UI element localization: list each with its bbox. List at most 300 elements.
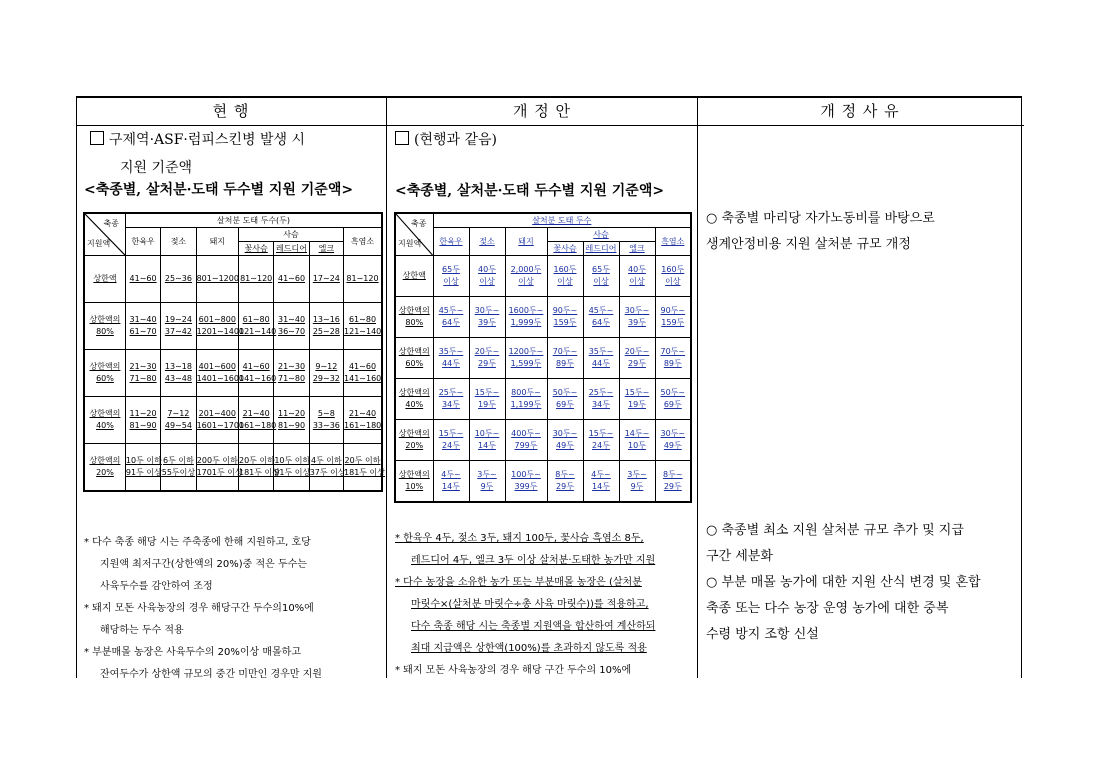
cell-text: 15두~ bbox=[474, 388, 500, 397]
cell-text: 41∼60 bbox=[348, 362, 377, 371]
table-cell bbox=[309, 256, 343, 303]
table-row bbox=[395, 256, 691, 297]
cell-text: 34두 bbox=[592, 400, 610, 409]
cell-text: 64두 bbox=[592, 318, 610, 327]
text-line: * 한육우 4두, 젖소 3두, 돼지 100두, 꽃사슴 흑염소 8두, bbox=[395, 533, 644, 544]
cell-text: 14두~ bbox=[624, 429, 650, 438]
table-cell bbox=[505, 297, 547, 338]
corner-cell bbox=[395, 213, 433, 256]
cell-text: 121∼140 bbox=[344, 327, 382, 336]
cell-text: 89두 bbox=[556, 359, 574, 368]
cell-text: 39두 bbox=[478, 318, 496, 327]
table-cell bbox=[469, 420, 505, 461]
table-cell bbox=[469, 338, 505, 379]
cell-text: 401∼600 bbox=[198, 362, 236, 371]
cell-text: 20두~ bbox=[624, 347, 650, 356]
cell-text: 20두 이하 bbox=[239, 456, 275, 465]
cell-text: 이상 bbox=[593, 277, 609, 286]
text-line: 구간 세분화 bbox=[706, 549, 773, 564]
cell-text: 81∼90 bbox=[129, 421, 157, 430]
cell-text: 159두 bbox=[553, 318, 577, 327]
table-cell bbox=[344, 256, 382, 303]
cell-text: 한육우 bbox=[439, 237, 463, 246]
text-line: * 부분매몰 농장은 사육두수의 20%이상 매몰하고 bbox=[84, 647, 301, 658]
cell-text: 6두 이하 bbox=[163, 456, 194, 465]
cell-text: 160두 bbox=[553, 265, 577, 274]
table-cell bbox=[161, 444, 196, 492]
cell-text: 2,000두 bbox=[510, 265, 542, 274]
cell-text: 11∼20 bbox=[129, 409, 157, 418]
table-cell bbox=[161, 256, 196, 303]
cell-text: 71∼80 bbox=[277, 374, 306, 383]
table-cell bbox=[309, 350, 343, 397]
table-cell bbox=[619, 338, 655, 379]
cell-text: 축종 bbox=[103, 219, 119, 228]
cell-text: 15두~ bbox=[588, 429, 614, 438]
cell-text: 24두 bbox=[592, 441, 610, 450]
table-cell bbox=[619, 256, 655, 297]
current-item bbox=[90, 128, 305, 153]
cell-text: 사슴 bbox=[593, 230, 609, 239]
cell-text: 상한액의 bbox=[398, 429, 430, 438]
cell-text: 37두 이상 bbox=[309, 468, 346, 477]
column-header bbox=[274, 242, 309, 256]
table-cell bbox=[125, 350, 160, 397]
table-row bbox=[84, 350, 382, 397]
table-cell bbox=[547, 420, 583, 461]
row-label bbox=[395, 420, 433, 461]
cell-text: 29두 bbox=[663, 482, 682, 491]
table-cell bbox=[274, 256, 309, 303]
table-header-row bbox=[395, 213, 691, 228]
cell-text: 800두~ bbox=[511, 388, 541, 397]
table-cell bbox=[196, 444, 243, 492]
cell-text: 10두 이하 bbox=[125, 456, 162, 465]
cell-text: 40두 bbox=[628, 265, 646, 274]
cell-text: 141∼160 bbox=[344, 374, 382, 383]
column-header bbox=[547, 242, 583, 256]
table-cell bbox=[619, 297, 655, 338]
cell-text: 지원액 bbox=[87, 239, 111, 248]
cell-text: 601∼800 bbox=[198, 315, 236, 324]
cell-text: 89두 bbox=[663, 359, 682, 368]
table-cell bbox=[583, 420, 619, 461]
text-line: ○ 축종별 마리당 자가노동비를 바탕으로 bbox=[706, 211, 935, 226]
column-header bbox=[433, 228, 469, 256]
cell-text: 14두 bbox=[592, 482, 610, 491]
cell-text: 상한액의 bbox=[398, 388, 430, 397]
text-line: 레드디어 4두, 엘크 3두 이상 살처분·도태한 농가만 지원 bbox=[411, 555, 656, 566]
cell-text: 25두~ bbox=[588, 388, 614, 397]
table-cell bbox=[547, 461, 583, 503]
table-cell bbox=[505, 256, 547, 297]
cell-text: 꽃사슴 bbox=[244, 244, 268, 253]
column-header bbox=[655, 228, 691, 256]
cell-text: 17∼24 bbox=[312, 274, 340, 283]
cell-text: 25두~ bbox=[438, 388, 464, 397]
table-cell bbox=[547, 338, 583, 379]
cell-text: 20% bbox=[96, 468, 114, 477]
cell-text: 21∼30 bbox=[277, 362, 306, 371]
table-cell bbox=[547, 256, 583, 297]
cell-text: 80% bbox=[96, 327, 114, 336]
table-row bbox=[395, 420, 691, 461]
cell-text: 35두~ bbox=[588, 347, 614, 356]
cell-text: 4두~ bbox=[441, 470, 461, 479]
cell-text: 41∼60 bbox=[242, 362, 270, 371]
cell-text: 13∼18 bbox=[164, 362, 192, 371]
text-line: 다수 축종 해당 시는 축종별 지원액을 합산하여 계산하되 bbox=[411, 621, 656, 632]
cell-text: 41∼60 bbox=[129, 274, 157, 283]
cell-text: 71∼80 bbox=[129, 374, 157, 383]
cell-text: 9두 bbox=[480, 482, 494, 491]
table-cell bbox=[161, 350, 196, 397]
column-header bbox=[505, 228, 547, 256]
cell-text: 21∼30 bbox=[129, 362, 157, 371]
cell-text: 축종 bbox=[411, 219, 427, 228]
cell-text: 121∼140 bbox=[239, 327, 277, 336]
revised-item-text: (현행과 같음) bbox=[414, 132, 497, 148]
table-cell bbox=[619, 461, 655, 503]
table-row bbox=[84, 303, 382, 350]
cell-text: 33∼36 bbox=[312, 421, 340, 430]
revision-comparison-table bbox=[76, 96, 1024, 678]
table-cell bbox=[309, 444, 346, 492]
table-cell bbox=[469, 297, 505, 338]
cell-text: 43∼48 bbox=[164, 374, 192, 383]
cell-text: 200두 이하 bbox=[196, 456, 238, 465]
row-label bbox=[395, 379, 433, 420]
cell-text: 44두 bbox=[592, 359, 610, 368]
cell-text: 19두 bbox=[478, 400, 496, 409]
text-line: * 다수 축종 해당 시는 주축종에 한해 지원하고, 호당 bbox=[84, 537, 311, 548]
cell-text: 이상 bbox=[443, 277, 459, 286]
cell-text: 젖소 bbox=[170, 237, 187, 246]
table-cell bbox=[125, 444, 160, 492]
cell-text: 3두~ bbox=[477, 470, 497, 479]
cell-text: 10두~ bbox=[474, 429, 500, 438]
table-row bbox=[84, 397, 382, 444]
cell-text: 65두 bbox=[592, 265, 610, 274]
group-header bbox=[433, 213, 691, 228]
table-cell bbox=[547, 297, 583, 338]
cell-text: 지원액 bbox=[398, 239, 422, 248]
cell-text: 4두~ bbox=[591, 470, 611, 479]
cell-text: 레드디어 bbox=[585, 244, 617, 253]
cell-text: 상한액의 bbox=[398, 347, 430, 356]
cell-text: 799두 bbox=[514, 441, 538, 450]
cell-text: 19∼24 bbox=[164, 315, 192, 324]
cell-text: 상한액의 bbox=[398, 306, 430, 315]
table-cell bbox=[505, 420, 547, 461]
cell-text: 34두 bbox=[442, 400, 460, 409]
current-subtitle: <축종별, 살처분·도태 두수별 지원 기준액> bbox=[84, 182, 354, 198]
current-column bbox=[76, 126, 386, 678]
cell-text: 흑염소 bbox=[661, 237, 685, 246]
cell-text: 64두 bbox=[442, 318, 460, 327]
cell-text: 30두~ bbox=[474, 306, 500, 315]
table-cell bbox=[583, 379, 619, 420]
table-cell bbox=[505, 338, 547, 379]
deer-header bbox=[239, 228, 344, 242]
cell-text: 20% bbox=[405, 441, 424, 450]
cell-text: 100두~ bbox=[511, 470, 541, 479]
cell-text: 살처분 도태 두수 bbox=[532, 216, 592, 225]
cell-text: 160두 bbox=[661, 265, 685, 274]
cell-text: 1,599두 bbox=[510, 359, 542, 368]
cell-text: 13∼16 bbox=[312, 315, 340, 324]
cell-text: 25∼36 bbox=[164, 274, 192, 283]
cell-text: 161∼180 bbox=[239, 421, 277, 430]
group-header bbox=[125, 213, 382, 228]
cell-text: 사슴 bbox=[283, 230, 299, 239]
cell-text: 60% bbox=[96, 374, 114, 383]
table-cell bbox=[344, 397, 382, 444]
cell-text: 90두~ bbox=[660, 306, 686, 315]
table-cell bbox=[619, 420, 655, 461]
deer-header bbox=[547, 228, 655, 242]
cell-text: 15두~ bbox=[438, 429, 464, 438]
table-row bbox=[395, 461, 691, 503]
table-cell bbox=[655, 420, 691, 461]
text-line: 최대 지급액은 상한액(100%)를 초과하지 않도록 적용 bbox=[411, 643, 647, 654]
cell-text: 41∼60 bbox=[277, 274, 306, 283]
column-header bbox=[161, 228, 196, 256]
cell-text: 이상 bbox=[629, 277, 645, 286]
reason-2 bbox=[706, 518, 981, 648]
cell-text: 1600두~ bbox=[508, 306, 544, 315]
column-header bbox=[125, 228, 160, 256]
cell-text: 상한액 bbox=[402, 271, 426, 280]
cell-text: 8두~ bbox=[555, 470, 575, 479]
table-row bbox=[84, 444, 382, 492]
row-label bbox=[84, 397, 125, 444]
cell-text: 49두 bbox=[663, 441, 682, 450]
cell-text: 14두 bbox=[442, 482, 460, 491]
table-header-row bbox=[395, 228, 691, 242]
table-cell bbox=[125, 397, 160, 444]
cell-text: 399두 bbox=[514, 482, 538, 491]
cell-text: 젖소 bbox=[479, 237, 495, 246]
row-label bbox=[84, 350, 125, 397]
row-label bbox=[395, 256, 433, 297]
table-cell bbox=[239, 256, 274, 303]
table-cell bbox=[274, 350, 309, 397]
table-cell bbox=[433, 338, 469, 379]
table-cell bbox=[125, 303, 160, 350]
cell-text: 상한액 bbox=[93, 274, 117, 283]
table-cell bbox=[469, 461, 505, 503]
table-row bbox=[395, 297, 691, 338]
cell-text: 36∼70 bbox=[277, 327, 306, 336]
table-cell bbox=[469, 379, 505, 420]
table-cell bbox=[547, 379, 583, 420]
table-cell bbox=[433, 297, 469, 338]
cell-text: 한육우 bbox=[131, 237, 155, 246]
cell-text: 45두~ bbox=[588, 306, 614, 315]
revised-column bbox=[387, 126, 697, 678]
cell-text: 1,199두 bbox=[510, 400, 542, 409]
cell-text: 24두 bbox=[442, 441, 460, 450]
table-cell bbox=[583, 297, 619, 338]
cell-text: 49두 bbox=[556, 441, 574, 450]
cell-text: 80% bbox=[405, 318, 424, 327]
text-line: ○ 축종별 최소 지원 살처분 규모 추가 및 지급 bbox=[706, 523, 964, 538]
table-cell bbox=[125, 256, 160, 303]
cell-text: 161∼180 bbox=[344, 421, 382, 430]
cell-text: 꽃사슴 bbox=[553, 244, 577, 253]
cell-text: 61∼80 bbox=[348, 315, 377, 324]
cell-text: 29두 bbox=[478, 359, 496, 368]
cell-text: 9두 bbox=[630, 482, 644, 491]
table-cell bbox=[433, 379, 469, 420]
table-cell bbox=[309, 303, 343, 350]
cell-text: 이상 bbox=[665, 277, 681, 286]
table-row bbox=[395, 379, 691, 420]
current-table bbox=[83, 212, 386, 492]
cell-text: 1201∼1400 bbox=[196, 327, 245, 336]
cell-text: 이상 bbox=[557, 277, 573, 286]
cell-text: 돼지 bbox=[518, 237, 534, 246]
row-label bbox=[84, 256, 125, 303]
text-line: 생계안정비용 지원 살처분 규모 개정 bbox=[706, 237, 911, 252]
current-item-line1: 구제역·ASF·럼피스킨병 발생 시 bbox=[109, 132, 305, 148]
cell-text: 흑염소 bbox=[350, 237, 375, 246]
table-cell bbox=[239, 303, 277, 350]
table-cell bbox=[274, 397, 309, 444]
cell-text: 81∼90 bbox=[277, 421, 306, 430]
cell-text: 37∼42 bbox=[164, 327, 192, 336]
cell-text: 10% bbox=[405, 482, 424, 491]
cell-text: 181두 이상 bbox=[344, 468, 386, 477]
table-cell bbox=[239, 444, 280, 492]
cell-text: 21∼40 bbox=[242, 409, 270, 418]
table-cell bbox=[469, 256, 505, 297]
current-notes bbox=[84, 532, 322, 686]
cell-text: 5∼8 bbox=[317, 409, 335, 418]
cell-text: 1200두~ bbox=[508, 347, 544, 356]
cell-text: 159두 bbox=[661, 318, 685, 327]
cell-text: 4두 이하 bbox=[310, 456, 342, 465]
cell-text: 엘크 bbox=[629, 244, 645, 253]
checkbox-square-icon bbox=[395, 131, 409, 145]
table-cell bbox=[196, 350, 245, 397]
cell-text: 상한액의 bbox=[89, 456, 121, 465]
cell-text: 21∼40 bbox=[348, 409, 377, 418]
cell-text: 61∼80 bbox=[242, 315, 270, 324]
table-cell bbox=[344, 303, 382, 350]
cell-text: 400두~ bbox=[511, 429, 541, 438]
revised-subtitle: <축종별, 살처분·도태 두수별 지원 기준액> bbox=[395, 183, 665, 199]
cell-text: 상한액의 bbox=[89, 315, 121, 324]
table-cell bbox=[655, 379, 691, 420]
text-line: 축종 또는 다수 농장 운영 농가에 대한 중복 bbox=[706, 601, 949, 616]
table-cell bbox=[655, 256, 691, 297]
cell-text: 69두 bbox=[556, 400, 574, 409]
table-row bbox=[84, 256, 382, 303]
cell-text: 29두 bbox=[556, 482, 574, 491]
cell-text: 30두~ bbox=[660, 429, 686, 438]
cell-text: 11∼20 bbox=[277, 409, 306, 418]
cell-text: 40두 bbox=[478, 265, 496, 274]
table-cell bbox=[655, 461, 691, 503]
cell-text: 40% bbox=[405, 400, 424, 409]
table-cell bbox=[274, 303, 309, 350]
text-line: 사육두수를 감안하여 조정 bbox=[100, 581, 213, 592]
cell-text: 30두~ bbox=[552, 429, 578, 438]
header-revised: 개 정 안 bbox=[512, 102, 571, 120]
cell-text: 14두 bbox=[478, 441, 496, 450]
text-line: * 돼지 모돈 사육농장의 경우 해당 구간 두수의 10%에 bbox=[395, 665, 632, 676]
cell-text: 10두 이하 bbox=[274, 456, 311, 465]
cell-text: 91두 이상 bbox=[125, 468, 162, 477]
cell-text: 상한액의 bbox=[398, 470, 430, 479]
cell-text: 7∼12 bbox=[167, 409, 190, 418]
cell-text: 상한액의 bbox=[89, 362, 121, 371]
table-cell bbox=[433, 256, 469, 297]
table-cell bbox=[655, 297, 691, 338]
table-cell bbox=[505, 461, 547, 503]
cell-text: 25∼28 bbox=[312, 327, 340, 336]
table-cell bbox=[196, 397, 245, 444]
row-label bbox=[395, 297, 433, 338]
cell-text: 141∼160 bbox=[239, 374, 277, 383]
header-current: 현 행 bbox=[212, 102, 250, 120]
text-line: ○ 부분 매몰 농가에 대한 지원 산식 변경 및 혼합 bbox=[706, 575, 981, 590]
table-cell bbox=[619, 379, 655, 420]
table-cell bbox=[583, 256, 619, 297]
cell-text: 181두 이상 bbox=[239, 468, 280, 477]
cell-text: 1,999두 bbox=[510, 318, 542, 327]
cell-text: 31∼40 bbox=[129, 315, 157, 324]
column-header bbox=[619, 242, 655, 256]
cell-text: 이상 bbox=[518, 277, 534, 286]
cell-text: 65두 bbox=[442, 265, 460, 274]
cell-text: 40% bbox=[96, 421, 114, 430]
cell-text: 90두~ bbox=[552, 306, 578, 315]
table-row bbox=[395, 338, 691, 379]
table-cell bbox=[239, 350, 277, 397]
cell-text: 돼지 bbox=[209, 237, 226, 246]
table-cell bbox=[344, 444, 386, 492]
cell-text: 69두 bbox=[663, 400, 682, 409]
table-cell bbox=[196, 256, 238, 303]
row-label bbox=[395, 461, 433, 503]
cell-text: 81∼120 bbox=[240, 274, 273, 283]
text-line: 해당하는 두수 적용 bbox=[100, 625, 184, 636]
cell-text: 50두~ bbox=[552, 388, 578, 397]
table-cell bbox=[161, 397, 196, 444]
cell-text: 1701두 이상 bbox=[196, 468, 243, 477]
reason-column bbox=[698, 126, 1022, 678]
cell-text: 31∼40 bbox=[277, 315, 306, 324]
cell-text: 3두~ bbox=[627, 470, 647, 479]
cell-text: 61∼70 bbox=[129, 327, 157, 336]
cell-text: 19두 bbox=[628, 400, 646, 409]
column-header bbox=[309, 242, 343, 256]
cell-text: 레드디어 bbox=[276, 244, 307, 253]
cell-text: 35두~ bbox=[438, 347, 464, 356]
revised-notes bbox=[395, 528, 655, 682]
column-header bbox=[583, 242, 619, 256]
cell-text: 10두 bbox=[628, 441, 646, 450]
cell-text: 29∼32 bbox=[312, 374, 340, 383]
cell-text: 30두~ bbox=[624, 306, 650, 315]
text-line: 마릿수×(살처분 마릿수÷총 사육 마릿수))를 적용하고, bbox=[411, 599, 649, 610]
cell-text: 50두~ bbox=[660, 388, 686, 397]
revised-table bbox=[394, 212, 692, 503]
text-line: 잔여두수가 상한액 규모의 중간 미만인 경우만 지원 bbox=[100, 669, 322, 680]
